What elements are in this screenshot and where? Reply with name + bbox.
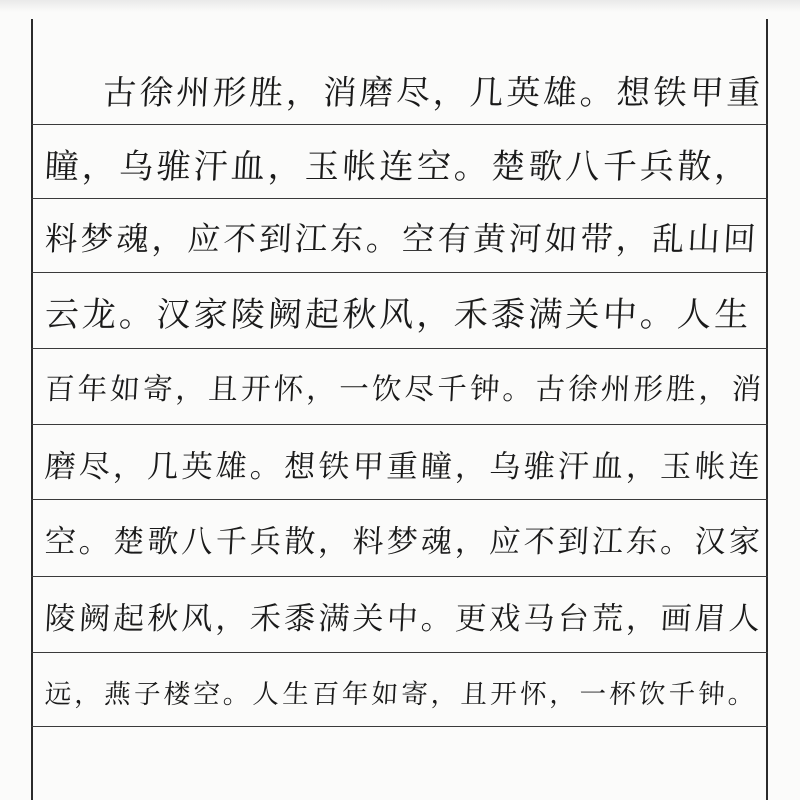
text-line-8 <box>31 577 768 653</box>
text-line-7 <box>31 500 768 576</box>
ruled-sheet <box>31 59 768 793</box>
text-line-content: 磨尽，几英雄。想铁甲重瞳，乌骓汗血，玉帐连 <box>43 448 764 485</box>
text-line-content: 云龙。汉家陵阙起秋风，禾黍满关中。人生 <box>43 294 753 335</box>
text-line-2 <box>31 125 768 201</box>
text-line-content: 古徐州形胜，消磨尽，几英雄。想铁甲重 <box>101 72 765 112</box>
text-line-content: 远，燕子楼空。人生百年如寄，且开怀，一杯饮千钟。 <box>44 678 759 710</box>
text-line-content: 百年如寄，且开怀，一饮尽千钟。古徐州形胜，消 <box>44 372 766 406</box>
text-line-4 <box>31 273 768 349</box>
text-line-content: 料梦魂，应不到江东。空有黄河如带，乱山回 <box>43 220 760 258</box>
text-line-5 <box>31 349 768 425</box>
text-line-3 <box>31 199 768 275</box>
page-edge-shadow <box>0 0 800 12</box>
text-line-1 <box>31 51 768 127</box>
text-line-content: 瞳，乌骓汗血，玉帐连空。楚歌八千兵散， <box>43 146 753 187</box>
text-line-content: 空。楚歌八千兵散，料梦魂，应不到江东。汉家 <box>43 523 764 560</box>
text-line-6 <box>31 425 768 501</box>
text-line-content: 陵阙起秋风，禾黍满关中。更戏马台荒，画眉人 <box>43 600 764 637</box>
text-line-9 <box>31 653 768 729</box>
